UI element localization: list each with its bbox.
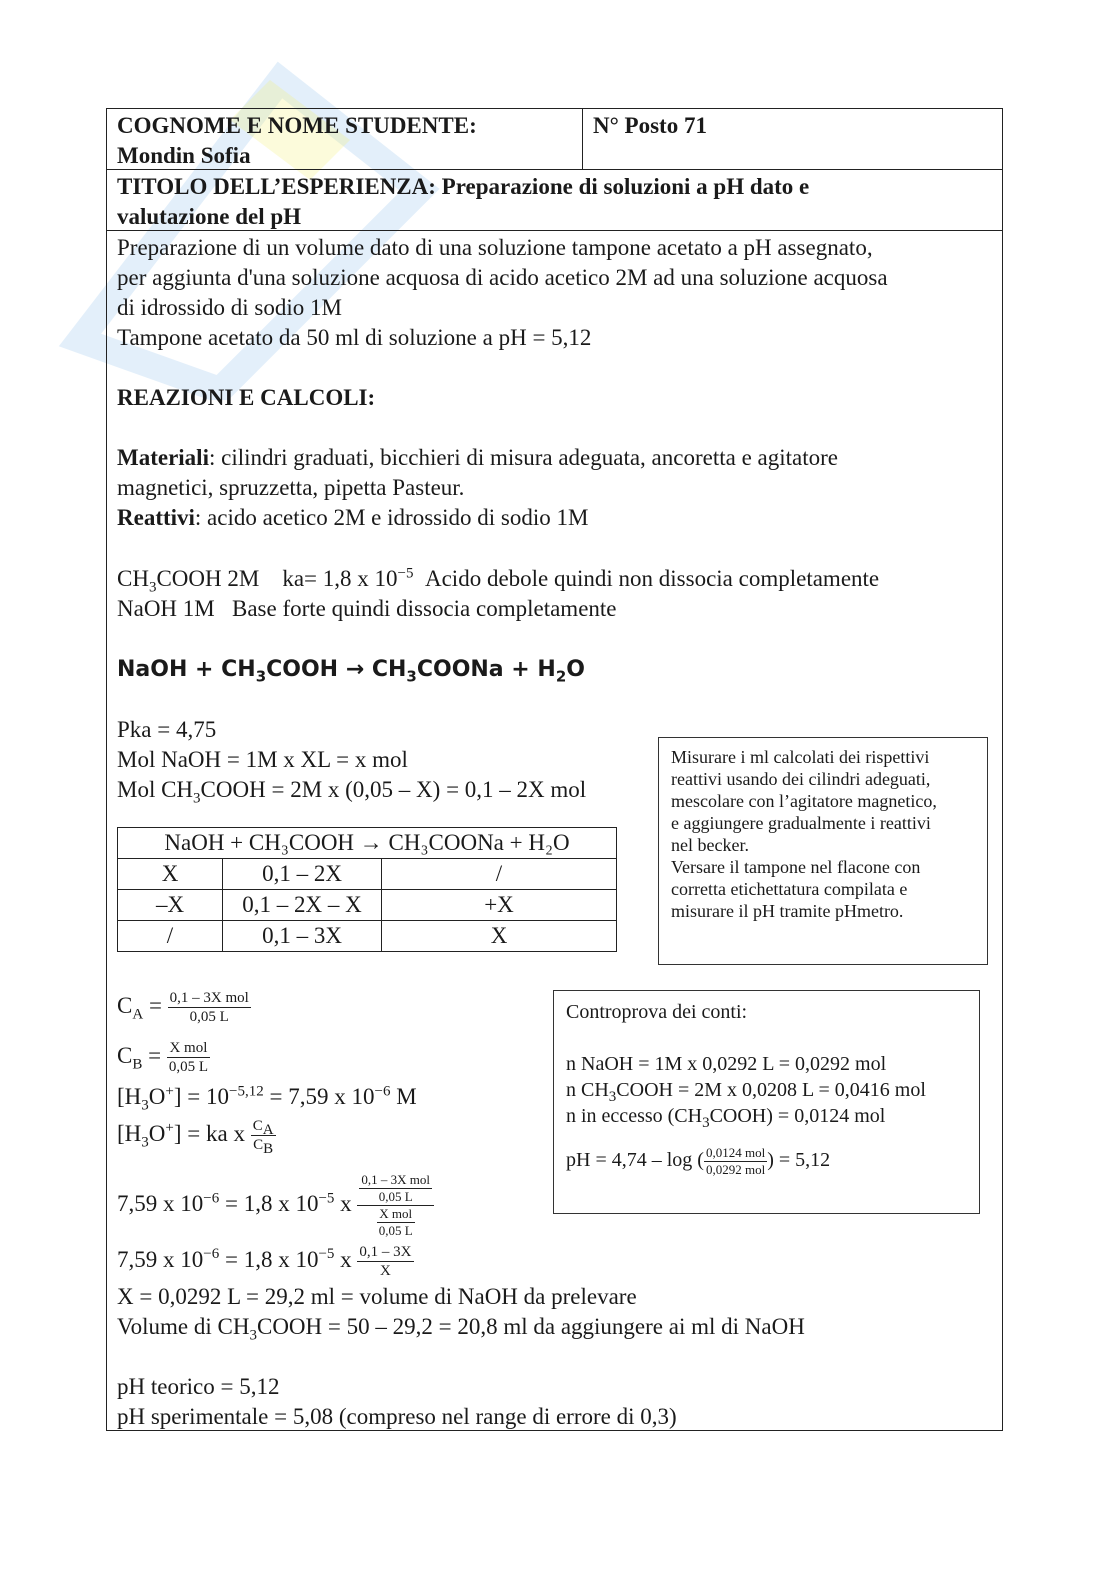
procedure-line: nel becker. [671, 835, 749, 855]
mol-naoh-line: Mol NaOH = 1M x XL = x mol [117, 747, 408, 772]
acid-line: $CH_3COOH$ 2M ka= 1,8 x $10^{-5}$ Acido debole quindi non dissocia completamente [117, 565, 880, 596]
x-result: X = 0,0292 L = 29,2 ml = volume di NaOH da prelevare [117, 1284, 637, 1309]
section-title: REAZIONI E CALCOLI: [117, 385, 376, 410]
mol-acid-line: Mol $CH_3COOH = 2M$ x (0,05 – X) = 0,1 – 2X mol [117, 777, 587, 807]
table-cell: / [118, 921, 223, 952]
formula-eq2: 7,59 x $10^{-6} = 1,8$ x $10^{-5}$ x $\frac{0,1 - 3X}{X}$ [117, 1244, 412, 1279]
procedure-line: mescolare con l’agitatore magnetico, [671, 791, 937, 811]
table-cell: / [382, 859, 617, 890]
table-cell: 0,1 – 2X [223, 859, 382, 890]
check-n-acid: n $CH_3COOH = 2M$ x 0,0208 L = 0,0416 mol [566, 1079, 926, 1105]
ph-theory: pH teorico = 5,12 [117, 1374, 280, 1399]
formula-h3o-ka: $[H_3O^+]$ = ka x $\frac{C_A}{C_B}$ [117, 1118, 274, 1157]
formula-ca: $C_A$ = $\frac{\text{0,1 – 3X mol}}{0,05 L}$ [117, 990, 249, 1025]
formula-eq1: 7,59 x $10^{-6} = 1,8$ x $10^{-5}$ x $\frac{\frac{\text{0,1 – 3X mol}}{0,05 L}}{\frac{\text{X mol}}{0,05 L}}$ [117, 1169, 434, 1239]
check-n-excess: n in eccesso $(CH_3COOH) = 0,0124$ mol [566, 1105, 886, 1131]
ph-experimental: pH sperimentale = 5,08 (compreso nel range di errore di 0,3) [117, 1404, 677, 1429]
base-line: NaOH 1M Base forte quindi dissocia completamente [117, 596, 617, 621]
reagents-line: Reattivi: acido acetico 2M e idrossido di sodio 1M [117, 505, 589, 530]
intro-line-4: Tampone acetato da 50 ml di soluzione a pH = 5,12 [117, 325, 592, 350]
intro-line-2: per aggiunta d'una soluzione acquosa di acido acetico 2M ad una soluzione acquosa [117, 265, 888, 290]
reaction-table [117, 827, 617, 952]
table-cell: +X [382, 890, 617, 921]
header-row-title [107, 170, 1002, 231]
check-ph: pH = 4,74 – log ( $\frac{\text{0,0124 mol}}{\text{0,0292 mol}}$ ) = 5,12 [566, 1145, 831, 1177]
check-box [553, 990, 980, 1214]
seat-number: N° Posto 71 [593, 113, 707, 138]
materials-line-1: Materiali: cilindri graduati, bicchieri di misura adeguata, ancoretta e agitatore [117, 445, 838, 470]
seat-cell [583, 109, 1002, 173]
student-cell [107, 109, 583, 169]
table-cell: –X [118, 890, 223, 921]
table-cell: X [118, 859, 223, 890]
formula-cb: $C_B$ = $\frac{\text{X mol}}{0,05 L}$ [117, 1040, 209, 1075]
table-cell: X [382, 921, 617, 952]
header-row-student [107, 109, 1002, 170]
table-row [118, 859, 617, 890]
procedure-line: Misurare i ml calcolati dei rispettivi [671, 747, 930, 767]
intro-line-1: Preparazione di un volume dato di una soluzione tampone acetato a pH assegnato, [117, 235, 873, 260]
table-row [118, 921, 617, 952]
experiment-title-line2: valutazione del pH [117, 204, 302, 229]
procedure-line: reattivi usando dei cilindri adeguati, [671, 769, 931, 789]
check-n-naoh: n NaOH = 1M x 0,0292 L = 0,0292 mol [566, 1053, 887, 1075]
table-cell: 0,1 – 2X – X [223, 890, 382, 921]
procedure-line: corretta etichettatura compilata e [671, 879, 908, 899]
experiment-title-line1: TITOLO DELL’ESPERIENZA: Preparazione di soluzioni a pH dato e [117, 174, 810, 199]
volume-acid: Volume di $CH_3COOH = 50 - 29,2 = 20,8$ ml da aggiungere ai ml di NaOH [117, 1314, 805, 1344]
intro-line-3: di idrossido di sodio 1M [117, 295, 342, 320]
procedure-line: e aggiungere gradualmente i reattivi [671, 813, 931, 833]
reaction-equation: NaOH + $CH_3COOH$ → $CH_3COONa + H_2O$ [117, 657, 585, 686]
procedure-box [658, 737, 988, 965]
materials-line-2: magnetici, spruzzetta, pipetta Pasteur. [117, 475, 465, 500]
student-label: COGNOME E NOME STUDENTE: [117, 113, 477, 138]
pka-line: Pka = 4,75 [117, 717, 217, 742]
table-cell: 0,1 – 3X [223, 921, 382, 952]
check-title: Controprova dei conti: [566, 1001, 748, 1023]
reaction-table-header: NaOH + CH₃COOH → CH₃COONa + H₂O [118, 828, 617, 859]
student-name: Mondin Sofia [117, 143, 251, 168]
procedure-line: misurare il pH tramite pHmetro. [671, 901, 904, 921]
formula-h3o-value: $[H_3O^+] = 10^{-5,12} = 7,59$ x $10^{-6}$ M [117, 1083, 417, 1114]
table-row [118, 890, 617, 921]
lab-report-sheet [106, 108, 1003, 1431]
procedure-line: Versare il tampone nel flacone con [671, 857, 921, 877]
